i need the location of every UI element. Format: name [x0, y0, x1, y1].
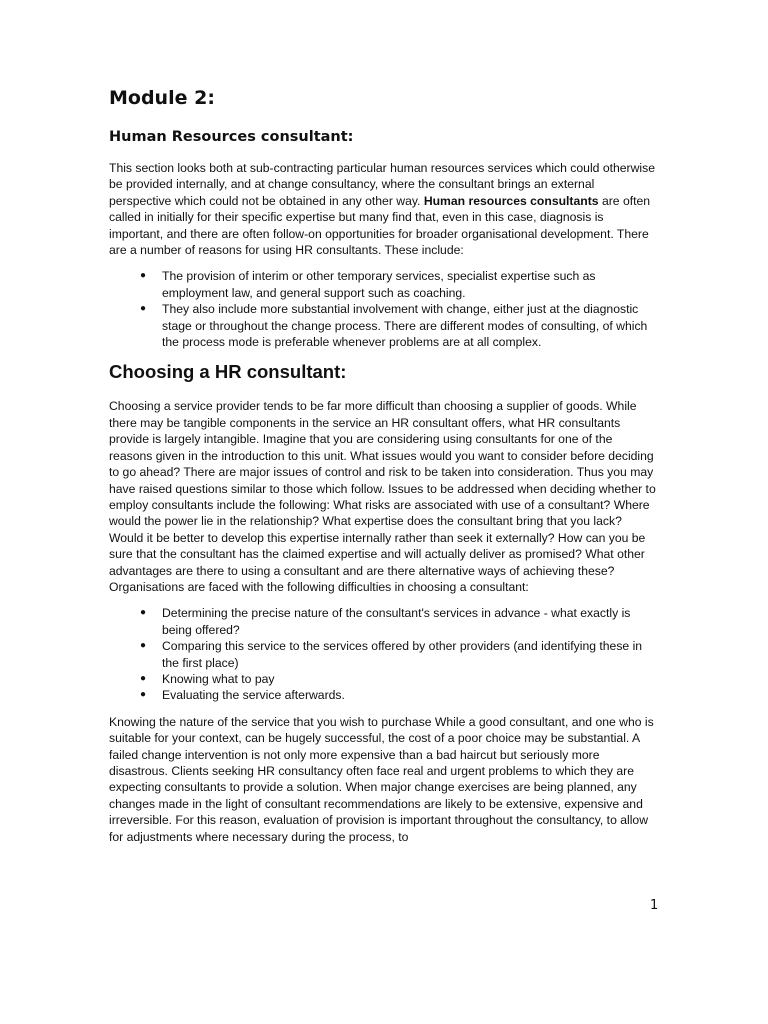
list-item: ● Evaluating the service afterwards.	[140, 688, 345, 703]
list-item: ● Comparing this service to the services offered by other providers (and identifying these in the first place)	[140, 639, 643, 670]
module-title: Module 2:	[109, 87, 215, 109]
difficulties-list	[109, 605, 659, 703]
list-item: ● They also include more substantial involvement with change, either just at the diagnostic stage or throughout the change process. There are different modes of consulting, of which the process mode is preferable whenever problems are at all complex.	[140, 302, 648, 350]
intro-bold-term: Human resources consultants	[423, 193, 599, 208]
bullet-icon: ●	[140, 672, 147, 684]
list-item: ● Knowing what to pay	[140, 671, 275, 686]
list-item: ● The provision of interim or other temporary services, specialist expertise such as employment law, and general support such as coaching.	[140, 269, 596, 300]
section-title-choosing-consultant: Choosing a HR consultant:	[109, 361, 347, 383]
intro-paragraph	[109, 160, 659, 258]
section-title-hr-consultant: Human Resources consultant:	[109, 129, 354, 145]
intro-text-after: are often called in initially for their specific expertise but many find that, even in this case, diagnosis is important, and there are often follow-on opportunities for broader organisational development. There are a number of reasons for using HR consultants. These include:	[109, 193, 651, 258]
intro-text-before: This section looks both at sub-contracting particular human resources services which could otherwise be provided internally, and at change consultancy, where the consultant brings an external perspective which could not be obtained in any other way.	[109, 161, 655, 208]
choosing-paragraph: Choosing a service provider tends to be far more difficult than choosing a supplier of goods. While there may be tangible components in the service an HR consultant offers, what HR consultants provide is largely intangible. Imagine that you are considering using consultants for one of the reasons given in the introduction to this unit. What issues would you want to consider before deciding to go ahead? There are major issues of control and risk to be taken into consideration. Thus you may have raised questions similar to those which follow. Issues to be addressed when deciding whether to employ consultants include the following: What risks are associated with use of a consultant? Where would the power lie in the relationship? What expertise does the consultant bring that you lack? Would it be better to develop this expertise internally rather than seek it externally? How can you be sure that the consultant has the claimed expertise and will actually deliver as promised? What other advantages are there to using a consultant and are there alternative ways of achieving these? Organisations are faced with the following difficulties in choosing a consultant:	[109, 399, 656, 594]
list-item: ● Determining the precise nature of the consultant's services in advance - what exactly is being offered?	[140, 606, 631, 637]
bullet-icon: ●	[140, 303, 147, 315]
page-number: 1	[650, 898, 659, 913]
bullet-icon: ●	[140, 270, 147, 282]
page-content	[109, 84, 659, 855]
bullet-icon: ●	[140, 640, 147, 652]
reasons-list	[109, 268, 659, 350]
closing-paragraph: Knowing the nature of the service that you wish to purchase While a good consultant, and one who is suitable for your context, can be hugely successful, the cost of a poor choice may be substantial. A failed change intervention is not only more expensive than a bad haircut but seriously more disastrous. Clients seeking HR consultancy often face real and urgent problems to which they are expecting consultants to provide a solution. When major change exercises are being planned, any changes made in the light of consultant recommendations are likely to be extensive, expensive and irreversible. For this reason, evaluation of provision is important throughout the consultancy, to allow for adjustments where necessary during the process, to	[109, 714, 654, 844]
bullet-icon: ●	[140, 607, 147, 619]
bullet-icon: ●	[140, 689, 147, 701]
